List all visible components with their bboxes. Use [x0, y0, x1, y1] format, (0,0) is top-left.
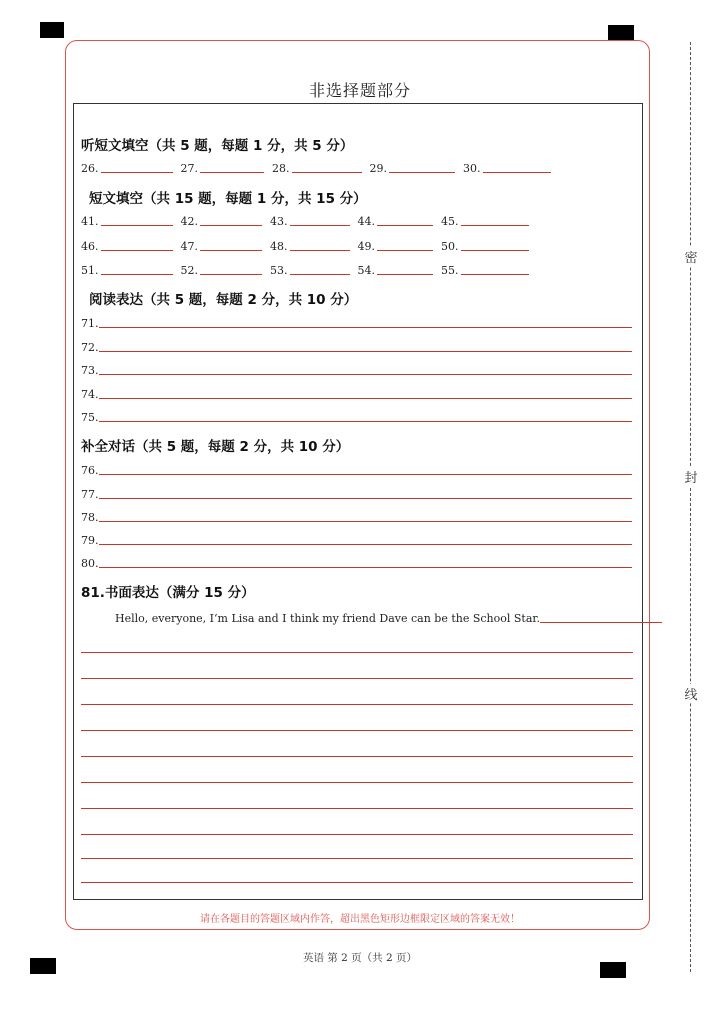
- answer-blank[interactable]: [540, 621, 662, 623]
- question-number: 77.: [81, 488, 99, 501]
- question-number: 49.: [357, 240, 375, 253]
- question-number: 46.: [81, 240, 99, 253]
- answer-blank[interactable]: [461, 273, 529, 275]
- answer-line: [81, 388, 632, 401]
- answer-blank[interactable]: [290, 273, 350, 275]
- notice-text: 请在各题目的答题区域内作答，超出黑色矩形边框限定区域的答案无效！: [200, 914, 520, 925]
- answer-blank[interactable]: [377, 273, 433, 275]
- writing-line[interactable]: [81, 756, 633, 757]
- page-footer: 英语 第 2 页（共 2 页）: [302, 952, 418, 964]
- section-title-reading: 阅读表达（共 5 题，每题 2 分，共 10 分）: [89, 292, 358, 308]
- answer-blank[interactable]: [461, 224, 529, 226]
- answer-line: [81, 317, 632, 330]
- answer-line: [81, 364, 632, 377]
- answer-line: [81, 534, 632, 547]
- question-number: 79.: [81, 534, 99, 547]
- answer-blank[interactable]: [377, 224, 433, 226]
- question-number: 27.: [180, 162, 198, 175]
- binding-line: [690, 42, 691, 972]
- answer-row: [81, 264, 537, 277]
- answer-blank[interactable]: [483, 171, 551, 173]
- question-number: 52.: [180, 264, 198, 277]
- answer-blank[interactable]: [290, 249, 350, 251]
- answer-blank[interactable]: [200, 273, 262, 275]
- question-number: 50.: [441, 240, 459, 253]
- answer-blank[interactable]: [101, 249, 173, 251]
- question-number: 74.: [81, 388, 99, 401]
- answer-blank[interactable]: [200, 224, 262, 226]
- writing-opening: [115, 612, 662, 625]
- question-number: 53.: [270, 264, 288, 277]
- answer-blank[interactable]: [461, 249, 529, 251]
- answer-blank[interactable]: [389, 171, 455, 173]
- answer-blank[interactable]: [200, 249, 262, 251]
- question-number: 51.: [81, 264, 99, 277]
- question-number: 72.: [81, 341, 99, 354]
- answer-blank[interactable]: [99, 520, 632, 522]
- answer-line: [81, 488, 632, 501]
- question-number: 47.: [180, 240, 198, 253]
- answer-blank[interactable]: [200, 171, 264, 173]
- writing-line[interactable]: [81, 882, 633, 883]
- question-number: 43.: [270, 215, 288, 228]
- answer-row: [81, 215, 537, 228]
- registration-mark-top-right: [608, 25, 634, 41]
- answer-row: [81, 162, 559, 175]
- answer-blank[interactable]: [377, 249, 433, 251]
- writing-line[interactable]: [81, 782, 633, 783]
- writing-line[interactable]: [81, 858, 633, 859]
- binding-mark-xian: 线: [682, 684, 700, 703]
- binding-mark-mi: 密: [682, 247, 700, 266]
- answer-row: [81, 240, 537, 253]
- answer-line: [81, 411, 632, 424]
- section-title-writing: 81.书面表达（满分 15 分）: [81, 585, 255, 601]
- question-number: 54.: [357, 264, 375, 277]
- answer-line: [81, 341, 632, 354]
- writing-line[interactable]: [81, 834, 633, 835]
- question-number: 78.: [81, 511, 99, 524]
- answer-blank[interactable]: [292, 171, 362, 173]
- writing-line[interactable]: [81, 730, 633, 731]
- answer-line: [81, 557, 632, 570]
- question-number: 80.: [81, 557, 99, 570]
- question-number: 76.: [81, 464, 99, 477]
- answer-line: [81, 464, 632, 477]
- answer-blank[interactable]: [99, 373, 632, 375]
- answer-blank[interactable]: [99, 326, 632, 328]
- registration-mark-top-left: [40, 22, 64, 38]
- question-number: 75.: [81, 411, 99, 424]
- answer-blank[interactable]: [101, 224, 173, 226]
- answer-blank[interactable]: [99, 397, 632, 399]
- question-number: 48.: [270, 240, 288, 253]
- writing-line[interactable]: [81, 652, 633, 653]
- answer-blank[interactable]: [101, 171, 173, 173]
- section-title-dialogue: 补全对话（共 5 题，每题 2 分，共 10 分）: [81, 439, 350, 455]
- answer-blank[interactable]: [99, 350, 632, 352]
- page-title: 非选择题部分: [308, 81, 411, 100]
- answer-blank[interactable]: [99, 497, 632, 499]
- answer-blank[interactable]: [99, 543, 632, 545]
- question-number: 30.: [463, 162, 481, 175]
- answer-line: [81, 511, 632, 524]
- question-number: 28.: [272, 162, 290, 175]
- question-number: 41.: [81, 215, 99, 228]
- writing-line[interactable]: [81, 704, 633, 705]
- question-number: 26.: [81, 162, 99, 175]
- answer-blank[interactable]: [290, 224, 350, 226]
- question-number: 55.: [441, 264, 459, 277]
- question-number: 44.: [357, 215, 375, 228]
- question-number: 45.: [441, 215, 459, 228]
- binding-mark-feng: 封: [682, 467, 700, 486]
- answer-blank[interactable]: [99, 566, 632, 568]
- section-title-listening: 听短文填空（共 5 题，每题 1 分，共 5 分）: [81, 138, 354, 154]
- writing-line[interactable]: [81, 678, 633, 679]
- writing-opening-text: Hello, everyone, I‘m Lisa and I think my friend Dave can be the School Star.: [115, 612, 540, 625]
- answer-blank[interactable]: [99, 420, 632, 422]
- question-number: 29.: [369, 162, 387, 175]
- question-number: 73.: [81, 364, 99, 377]
- answer-blank[interactable]: [99, 473, 632, 475]
- section-title-cloze: 短文填空（共 15 题，每题 1 分，共 15 分）: [89, 191, 367, 207]
- question-number: 71.: [81, 317, 99, 330]
- writing-line[interactable]: [81, 808, 633, 809]
- answer-blank[interactable]: [101, 273, 173, 275]
- question-number: 42.: [180, 215, 198, 228]
